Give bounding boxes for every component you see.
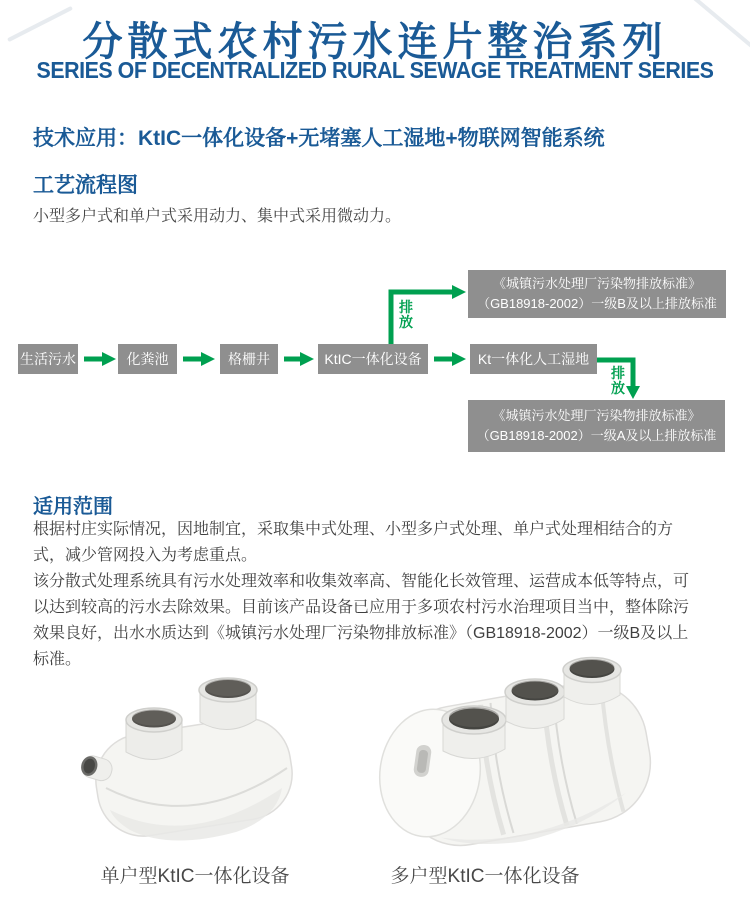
discharge-label-top: 排放 [399,299,413,330]
standard-a-line2: （GB18918-2002）一级A及以上排放标准 [476,428,717,443]
flow-node-label: 生活污水 [20,351,76,367]
multi-household-tank-image [368,655,668,855]
multi-tank-caption: 多户型KtIC一体化设备 [390,866,580,887]
process-flow-diagram [0,260,750,465]
page-subtitle: SERIES OF DECENTRALIZED RURAL SEWAGE TREATMENT SERIES [36,57,714,83]
standard-a-line1: 《城镇污水处理厂污染物排放标准》 [492,408,701,423]
flow-standard-a-box [468,400,725,452]
standard-b-line1: 《城镇污水处理厂污染物排放标准》 [492,276,701,291]
flow-node-label: 格栅井 [228,351,270,367]
single-tank-drawing [78,662,313,857]
scope-text [33,517,703,673]
process-note: 小型多户式和单户式采用动力、集中式采用微动力。 [33,208,402,225]
process-flow-heading: 工艺流程图 [33,174,138,197]
scope-heading: 适用范围 [33,496,113,518]
flow-node-label: KtIC一体化设备 [324,351,422,367]
page-title: 分散式农村污水连片整治系列 [82,20,668,64]
flow-node-label: 化粪池 [126,351,169,367]
flow-node-sewage [18,344,78,374]
single-tank-caption: 单户型KtIC一体化设备 [100,866,290,887]
multi-tank-drawing [368,655,668,855]
flow-standard-b-box [468,270,726,318]
flow-node-ktic-equipment [318,344,428,374]
flow-node-label: Kt一体化人工湿地 [477,351,590,367]
flow-node-grille-well [220,344,278,374]
discharge-label-bottom: 排放 [611,365,625,396]
scope-paragraph-1: 根据村庄实际情况，因地制宜，采取集中式处理、小型多户式处理、单户式处理相结合的方式，减少管网投入为考虑重点。 [33,521,674,564]
single-household-tank-image [78,662,313,857]
flow-node-septic-tank [118,344,177,374]
flow-node-wetland [470,344,597,374]
standard-b-line2: （GB18918-2002）一级B及以上排放标准 [477,296,717,311]
tech-application-line: 技术应用：KtIC一体化设备+无堵塞人工湿地+物联网智能系统 [33,127,605,150]
scope-paragraph-2: 该分散式处理系统具有污水处理效率和收集效率高、智能化长效管理、运营成本低等特点，可以达到较高的污水去除效果。目前该产品设备已应用于多项农村污水治理项目当中，整体除污效果良好，出水水质达到《城镇污水处理厂污染物排放标准》（GB18918-2002）一级B及以上标准。 [33,573,690,668]
